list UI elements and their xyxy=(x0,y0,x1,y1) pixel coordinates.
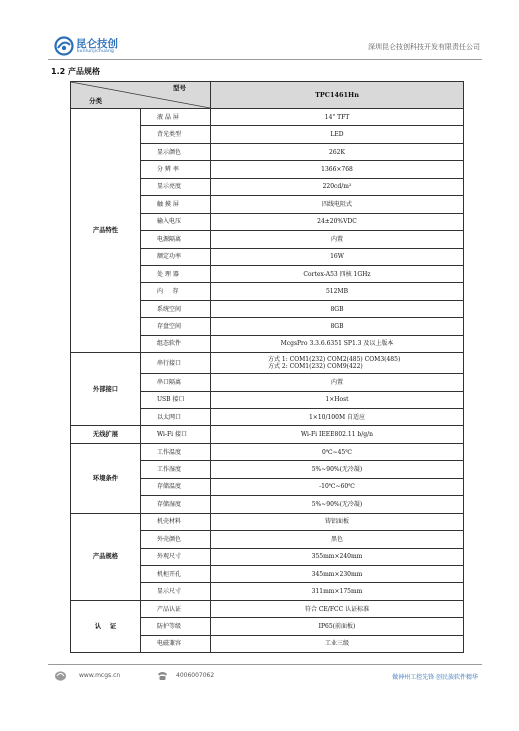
spec-label: 串口隔离 xyxy=(141,374,211,391)
spec-value: -10℃~60℃ xyxy=(211,478,464,495)
spec-label: 存储温度 xyxy=(141,478,211,495)
spec-value: Cortex-A53 四核 1GHz xyxy=(211,265,464,282)
spec-label: 输入电压 xyxy=(141,213,211,230)
spec-value: 0℃~45℃ xyxy=(211,443,464,460)
spec-table xyxy=(70,81,464,653)
table-row xyxy=(71,426,464,443)
spec-value: 262K xyxy=(211,143,464,160)
page-footer xyxy=(48,668,482,686)
spec-value: 符合 CE/FCC 认证标准 xyxy=(211,600,464,617)
footer-divider xyxy=(48,664,482,665)
spec-label: 分 辨 率 xyxy=(141,161,211,178)
table-row xyxy=(71,109,464,126)
spec-value: 内置 xyxy=(211,231,464,248)
spec-value: 1366×768 xyxy=(211,161,464,178)
spec-label: 额定功率 xyxy=(141,248,211,265)
spec-value: 铸铝面板 xyxy=(211,513,464,530)
web-icon xyxy=(54,669,67,682)
spec-value: 四线电阻式 xyxy=(211,196,464,213)
spec-label: 机柜开孔 xyxy=(141,565,211,582)
spec-value: IP65(前面板) xyxy=(211,618,464,635)
spec-value: 512MB xyxy=(211,283,464,300)
spec-label: 组态软件 xyxy=(141,335,211,352)
spec-value: 内置 xyxy=(211,374,464,391)
spec-value: 5%~90%(无冷凝) xyxy=(211,461,464,478)
spec-label: 触 摸 屏 xyxy=(141,196,211,213)
spec-label: USB 接口 xyxy=(141,391,211,408)
spec-value: 16W xyxy=(211,248,464,265)
spec-value: 5%~90%(无冷凝) xyxy=(211,496,464,513)
category-cell: 产品特性 xyxy=(71,109,141,353)
header-model-label: 型号 xyxy=(173,84,186,92)
company-name: 深圳昆仑技创科技开发有限责任公司 xyxy=(368,43,480,51)
spec-value: 8GB xyxy=(211,300,464,317)
header-category-label: 分类 xyxy=(89,97,102,105)
spec-label: 工作湿度 xyxy=(141,461,211,478)
category-cell: 产品规格 xyxy=(71,513,141,600)
spec-value: 1×Host xyxy=(211,391,464,408)
spec-label: 外壳颜色 xyxy=(141,531,211,548)
spec-label: 工作温度 xyxy=(141,443,211,460)
spec-label: 以太网口 xyxy=(141,409,211,426)
spec-value: 24±20%VDC xyxy=(211,213,464,230)
header-divider xyxy=(48,59,482,60)
spec-value-line: 方式 1: COM1(232) COM2(485) COM3(485) xyxy=(268,356,401,364)
spec-label: 显示尺寸 xyxy=(141,583,211,600)
spec-value: 黑色 xyxy=(211,531,464,548)
spec-label: 电源隔离 xyxy=(141,231,211,248)
spec-label: 液 晶 屏 xyxy=(141,109,211,126)
category-cell: 外部接口 xyxy=(71,353,141,426)
table-header-corner xyxy=(71,82,211,109)
spec-label: 外观尺寸 xyxy=(141,548,211,565)
spec-value: 220cd/m² xyxy=(211,178,464,195)
footer-website[interactable]: www.mcgs.cn xyxy=(79,672,121,679)
company-logo xyxy=(54,36,144,58)
category-cell: 认 证 xyxy=(71,600,141,652)
page-header xyxy=(48,34,482,60)
model-name-cell: TPC1461Hn xyxy=(211,82,464,109)
spec-label: Wi-Fi 接口 xyxy=(141,426,211,443)
spec-label: 处 理 器 xyxy=(141,265,211,282)
category-cell: 环境条件 xyxy=(71,443,141,513)
spec-label: 存盘空间 xyxy=(141,318,211,335)
table-row xyxy=(71,513,464,530)
logo-mark-icon xyxy=(54,36,74,56)
spec-value: LED xyxy=(211,126,464,143)
spec-value: McgsPro 3.3.6.6351 SP1.3 及以上版本 xyxy=(211,335,464,352)
table-header-row xyxy=(71,82,464,109)
spec-label: 机壳材料 xyxy=(141,513,211,530)
footer-slogan: 做神州工控先锋 创民族软件精华 xyxy=(392,674,478,681)
spec-label: 电磁兼容 xyxy=(141,635,211,652)
spec-label: 内 存 xyxy=(141,283,211,300)
spec-value: 345mm×230mm xyxy=(211,565,464,582)
spec-label: 产品认证 xyxy=(141,600,211,617)
footer-phone: 4006007062 xyxy=(176,672,215,679)
spec-label: 串行接口 xyxy=(141,353,211,374)
section-title: 1.2 产品规格 xyxy=(51,67,100,76)
spec-label: 存储湿度 xyxy=(141,496,211,513)
spec-value: 工业三级 xyxy=(211,635,464,652)
spec-value: 311mm×175mm xyxy=(211,583,464,600)
spec-value: 1×10/100M 自适应 xyxy=(211,409,464,426)
logo-text: 昆仑技创 xyxy=(76,38,118,50)
category-cell: 无线扩展 xyxy=(71,426,141,443)
spec-label: 背光类型 xyxy=(141,126,211,143)
spec-value: 14" TFT xyxy=(211,109,464,126)
spec-label: 防护等级 xyxy=(141,618,211,635)
table-row xyxy=(71,353,464,374)
spec-label: 系统空间 xyxy=(141,300,211,317)
spec-label: 显示颜色 xyxy=(141,143,211,160)
spec-value: Wi-Fi IEEE802.11 b/g/n xyxy=(211,426,464,443)
spec-value-line: 方式 2: COM1(232) COM9(422) xyxy=(268,363,363,371)
spec-value xyxy=(211,353,464,374)
logo-subtext: kunlunjichuang xyxy=(77,49,115,54)
table-row xyxy=(71,443,464,460)
spec-value: 8GB xyxy=(211,318,464,335)
phone-icon xyxy=(156,669,169,682)
spec-value: 355mm×240mm xyxy=(211,548,464,565)
spec-label: 显示亮度 xyxy=(141,178,211,195)
table-row xyxy=(71,600,464,617)
